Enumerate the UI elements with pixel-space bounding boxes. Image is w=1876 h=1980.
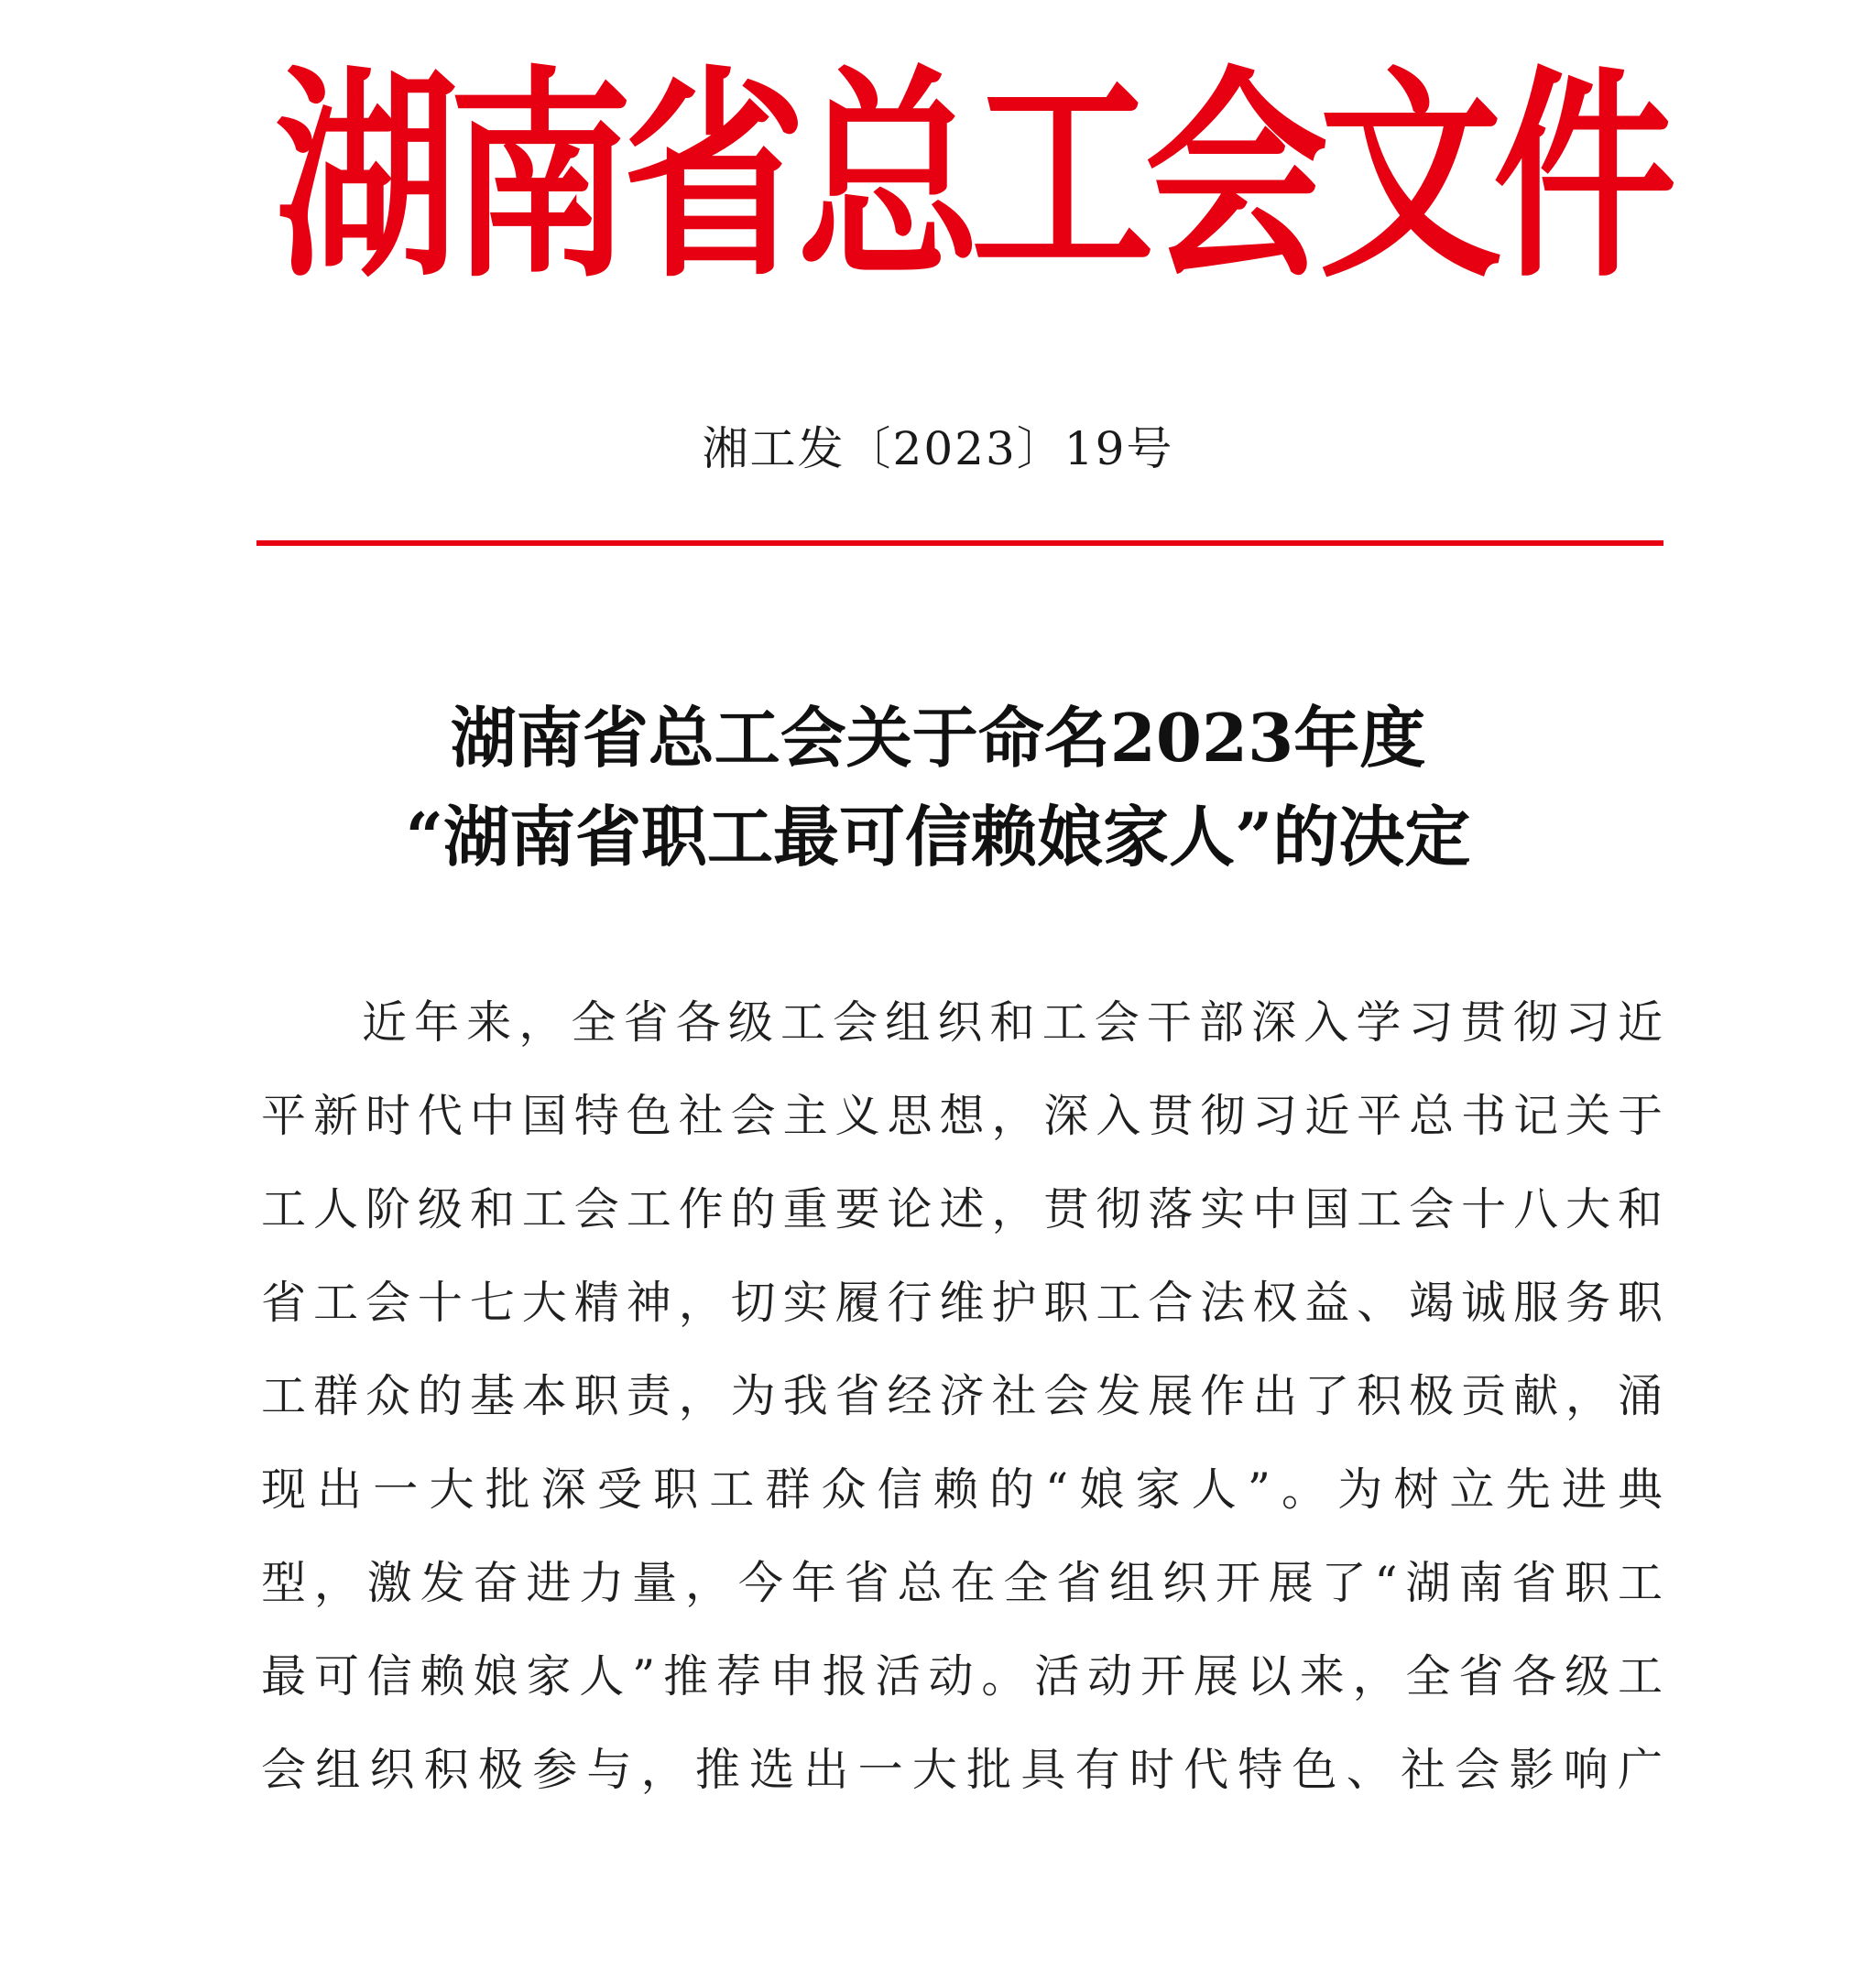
body-line: 型，激发奋进力量，今年省总在全省组织开展了“湖南省职工	[261, 1557, 1663, 1609]
masthead	[275, 46, 1677, 309]
masthead-char: 会	[1145, 46, 1329, 309]
body-line: 最可信赖娘家人”推荐申报活动。活动开展以来，全省各级工	[261, 1650, 1663, 1703]
masthead-char: 文	[1319, 46, 1503, 309]
body-line: 平新时代中国特色社会主义思想，深入贯彻习近平总书记关于	[261, 1090, 1663, 1142]
body-line: 省工会十七大精神，切实履行维护职工合法权益、竭诚服务职	[261, 1277, 1663, 1329]
title-line: 湖南省总工会关于命名2023年度	[450, 699, 1426, 777]
body-line: 近年来，全省各级工会组织和工会干部深入学习贯彻习近	[362, 996, 1663, 1049]
masthead-char: 南	[449, 46, 633, 309]
document-title	[0, 689, 1876, 887]
body-text	[261, 976, 1663, 1817]
masthead-char: 件	[1493, 46, 1677, 309]
body-line: 工人阶级和工会工作的重要论述，贯彻落实中国工会十八大和	[261, 1183, 1663, 1235]
masthead-char: 省	[623, 46, 807, 309]
body-line: 工群众的基本职责，为我省经济社会发展作出了积极贡献，涌	[261, 1370, 1663, 1422]
red-divider	[256, 540, 1663, 546]
body-line: 现出一大批深受职工群众信赖的“娘家人”。为树立先进典	[261, 1463, 1663, 1516]
body-line: 会组织积极参与，推选出一大批具有时代特色、社会影响广	[261, 1744, 1663, 1796]
masthead-char: 工	[971, 46, 1155, 309]
document-number: 湘工发〔2023〕19号	[702, 422, 1174, 475]
masthead-char: 总	[797, 46, 981, 309]
masthead-char: 湖	[275, 46, 459, 309]
title-line: “湖南省职工最可信赖娘家人”的决定	[405, 798, 1471, 876]
